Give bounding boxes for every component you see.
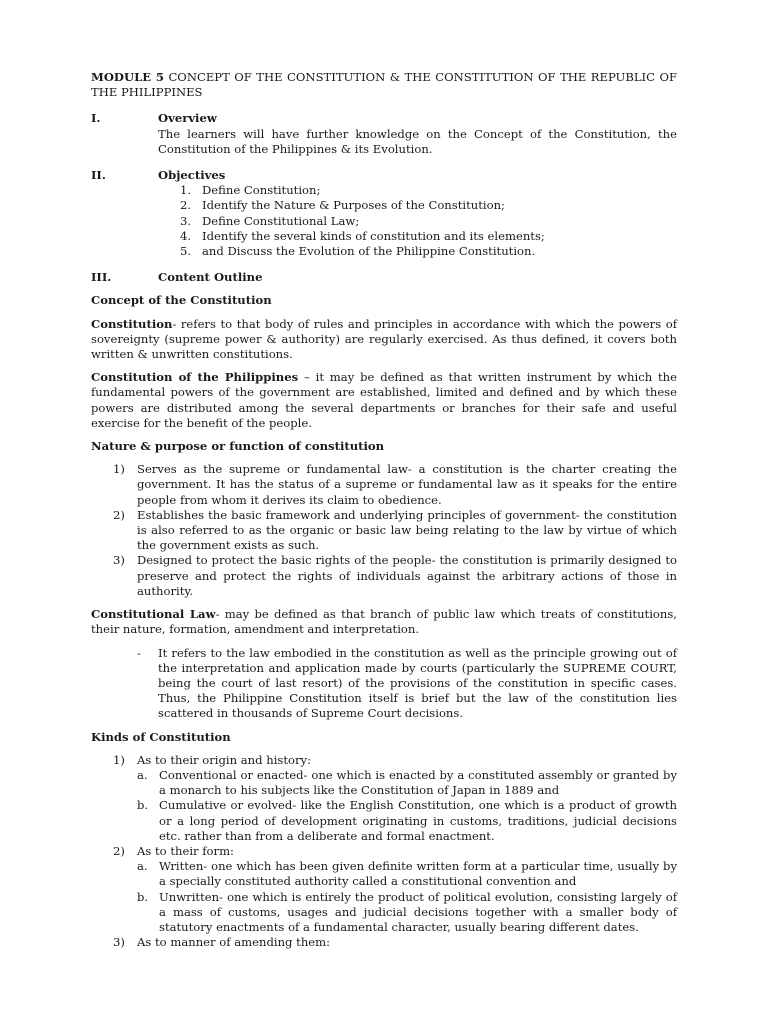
sub-list	[113, 768, 677, 844]
item-text: Identify the several kinds of constitution and its elements;	[202, 228, 545, 243]
sub-list	[113, 859, 677, 935]
section-overview	[91, 111, 677, 126]
module-label: MODULE 5	[91, 70, 164, 84]
list-item	[180, 214, 677, 229]
list-item	[113, 553, 677, 599]
list-item	[180, 198, 677, 213]
sub-item-text: Written- one which has been given definite written form at a particular time, usually by a specially constituted authority called a constitutional convention and	[159, 859, 677, 889]
sub-item-letter: a.	[137, 767, 148, 782]
item-number: 3)	[113, 553, 125, 568]
list-item	[180, 229, 677, 244]
sub-item-letter: a.	[137, 859, 148, 874]
objectives-list	[91, 183, 677, 259]
item-text: As to manner of amending them:	[137, 935, 331, 950]
sub-list-item	[137, 768, 677, 798]
item-number: 1.	[180, 183, 192, 198]
item-number: 3)	[113, 935, 125, 950]
list-item	[180, 183, 677, 198]
item-number: 2)	[113, 507, 125, 522]
kinds-heading: Kinds of Constitution	[91, 729, 231, 744]
section-heading: Objectives	[158, 168, 226, 183]
definition-text: - refers to that body of rules and principles in accordance with which the powers of sovereignty (supreme power & authority) are regularly exercised. As thus defined, it covers both written & unwritten constitutions.	[91, 316, 677, 362]
item-number: 1)	[113, 462, 125, 477]
nature-list	[91, 462, 677, 599]
definition-text: - may be defined as that branch of public law which treats of constitutions, their nature, formation, amendment and interpretation.	[91, 607, 677, 637]
item-number: 2)	[113, 843, 125, 858]
list-item	[113, 462, 677, 508]
section-heading: Overview	[158, 111, 217, 126]
ph-constitution-definition	[91, 370, 677, 431]
definition-text: – it may be defined as that written instrument by which the fundamental powers of the government are established, limited and defined and by which these powers are distributed among the several departments or branches for their safe and useful exercise for the benefit of the people.	[91, 370, 678, 430]
sub-item-text: Unwritten- one which is entirely the product of political evolution, consisting largely of a mass of customs, usages and judicial decisions together with a smaller body of statutory enactments of a fundamental character, usually bearing different dates.	[159, 889, 677, 934]
constitutional-law-definition	[91, 607, 677, 637]
sub-list-item	[137, 890, 677, 936]
list-item	[113, 508, 677, 554]
section-number: III.	[91, 270, 112, 285]
sub-item-text: Conventional or enacted- one which is enacted by a constituted assembly or granted by a monarch to his subjects like the Constitution of Japan in 1889 and	[159, 767, 677, 798]
item-text: Define Constitution;	[202, 183, 321, 198]
kinds-group	[91, 844, 677, 935]
item-number: 5.	[180, 244, 192, 259]
note-text: It refers to the law embodied in the constitution as well as the principle growing out of the interpretation and application made by courts (particularly the SUPREME COURT, being the court of last resort) of the provisions of the constitution in specific cases. Thus, the Philippine Constitution itself is brief but the law of the constitution lies scattered in thousands of Supreme Court decisions.	[158, 645, 677, 721]
item-text: Designed to protect the basic rights of the people- the constitution is primarily designed to preserve and protect the rights of individuals against the arbitrary actions of those in authority.	[137, 553, 677, 598]
definition-term: Constitution of the Philippines	[91, 370, 299, 385]
sub-list-item	[137, 798, 677, 844]
item-text: Define Constitutional Law;	[202, 213, 360, 228]
document-page	[91, 70, 677, 950]
list-item	[113, 753, 677, 768]
sub-item-letter: b.	[137, 798, 149, 813]
item-text: As to their origin and history:	[137, 752, 312, 767]
constitutional-law-note	[137, 646, 677, 722]
list-item	[113, 935, 677, 950]
kinds-group	[91, 935, 677, 950]
item-text: Identify the Nature & Purposes of the Constitution;	[202, 198, 505, 213]
item-number: 3.	[180, 213, 192, 228]
section-heading: Content Outline	[158, 270, 263, 285]
sub-item-text: Cumulative or evolved- like the English Constitution, one which is a product of growth or a long period of development originating in customs, traditions, judicial decisions etc. rather than from a deliberate and formal enactment.	[159, 798, 677, 843]
item-text: As to their form:	[137, 843, 234, 858]
section-number: II.	[91, 168, 106, 183]
item-number: 1)	[113, 752, 125, 767]
dash-bullet: -	[137, 645, 141, 660]
sub-item-letter: b.	[137, 889, 149, 904]
sub-list-item	[137, 859, 677, 889]
section-objectives	[91, 168, 677, 183]
overview-text: The learners will have further knowledge on the Concept of the Constitution, the Constitution of the Philippines & its Evolution.	[158, 126, 677, 156]
item-text: and Discuss the Evolution of the Philippine Constitution.	[202, 244, 536, 259]
definition-term: Constitutional Law	[91, 607, 216, 622]
item-text: Establishes the basic framework and underlying principles of government- the constitution is also referred to as the organic or basic law being relating to the law by virtue of which the government exists as such.	[137, 507, 677, 553]
kinds-list	[91, 753, 677, 951]
constitution-definition	[91, 317, 677, 363]
kinds-group	[91, 753, 677, 844]
item-number: 2.	[180, 198, 192, 213]
list-item	[113, 844, 677, 859]
item-text: Serves as the supreme or fundamental law- a constitution is the charter creating the government. It has the status of a supreme or fundamental law as it speaks for the entire people from whom it derives its claim to obedience.	[137, 462, 677, 507]
section-number: I.	[91, 111, 101, 126]
module-heading: CONCEPT OF THE CONSTITUTION & THE CONSTITUTION OF THE REPUBLIC OF THE PHILIPPINES	[91, 70, 677, 100]
concept-heading: Concept of the Constitution	[91, 293, 272, 308]
definition-term: Constitution	[91, 316, 173, 331]
nature-heading: Nature & purpose or function of constitution	[91, 439, 385, 454]
section-content-outline	[91, 270, 677, 285]
item-number: 4.	[180, 228, 192, 243]
sub-list-container	[113, 859, 677, 935]
list-item	[180, 244, 677, 259]
module-title	[91, 70, 677, 100]
sub-list-container	[113, 768, 677, 844]
